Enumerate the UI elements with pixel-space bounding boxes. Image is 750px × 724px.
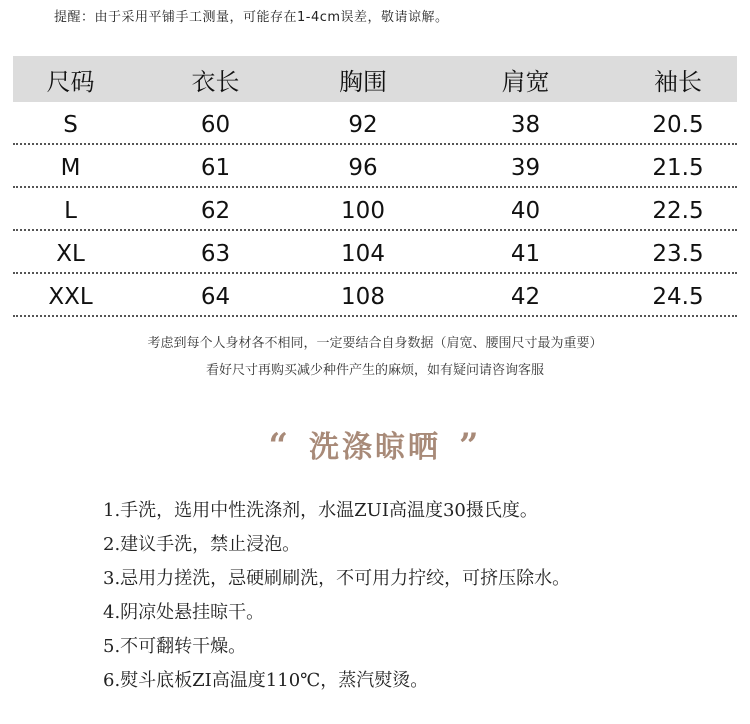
cell-chest: 100 (341, 197, 385, 224)
cell-chest: 104 (341, 240, 385, 267)
header-length: 衣长 (191, 67, 240, 96)
cell-length: 63 (200, 240, 231, 267)
list-item: 3.忌用力搓洗，忌硬刷刷洗，不可用力拧绞，可挤压除水。 (103, 568, 571, 589)
cell-sleeve: 22.5 (652, 197, 704, 224)
size-remark: 看好尺寸再购买减少种件产生的麻烦，如有疑问请咨询客服 (205, 363, 544, 378)
cell-shoulder: 38 (510, 111, 541, 138)
cell-size: XXL (48, 283, 93, 310)
care-title-text: 洗涤晾晒 (309, 430, 441, 465)
cell-size: S (63, 111, 78, 138)
table-row (13, 145, 737, 188)
size-remark: 考虑到每个人身材各不相同，一定要结合自身数据（肩宽、腰围尺寸最为重要） (147, 336, 603, 351)
cell-chest: 92 (348, 111, 378, 138)
cell-length: 64 (200, 283, 231, 310)
table-row (13, 188, 737, 231)
cell-size: M (60, 154, 81, 181)
cell-sleeve: 20.5 (652, 111, 704, 138)
header-sleeve: 袖长 (654, 67, 702, 96)
cell-shoulder: 42 (510, 283, 541, 310)
table-row (13, 274, 737, 317)
size-table-header (13, 56, 737, 102)
cell-sleeve: 24.5 (652, 283, 704, 310)
cell-shoulder: 41 (510, 240, 541, 267)
close-quote-mark: ” (459, 426, 482, 466)
list-item: 4.阴凉处悬挂晾干。 (103, 602, 265, 623)
cell-shoulder: 40 (510, 197, 541, 224)
cell-chest: 108 (341, 283, 385, 310)
list-item: 5.不可翻转干燥。 (103, 636, 247, 657)
list-item: 2.建议手洗，禁止浸泡。 (103, 534, 301, 555)
table-row (13, 102, 737, 145)
list-item: 6.熨斗底板ZI高温度110℃，蒸汽熨烫。 (103, 670, 429, 691)
open-quote-mark: “ (268, 426, 291, 466)
cell-size: XL (56, 240, 85, 267)
size-table (13, 56, 737, 317)
care-section-title (0, 422, 750, 466)
header-size: 尺码 (46, 67, 95, 96)
table-row (13, 231, 737, 274)
header-chest: 胸围 (339, 67, 387, 96)
list-item: 1.手洗，选用中性洗涤剂，水温ZUI高温度30摄氏度。 (103, 500, 538, 521)
cell-length: 61 (200, 154, 231, 181)
cell-chest: 96 (348, 154, 378, 181)
header-shoulder: 肩宽 (501, 67, 550, 96)
cell-length: 62 (200, 197, 231, 224)
measurement-notice: 提醒：由于采用平铺手工测量，可能存在1-4cm误差，敬请谅解。 (54, 10, 449, 25)
care-instructions-list (103, 494, 570, 698)
cell-sleeve: 23.5 (652, 240, 704, 267)
cell-sleeve: 21.5 (652, 154, 704, 181)
cell-length: 60 (200, 111, 231, 138)
cell-shoulder: 39 (510, 154, 541, 181)
cell-size: L (64, 197, 77, 224)
